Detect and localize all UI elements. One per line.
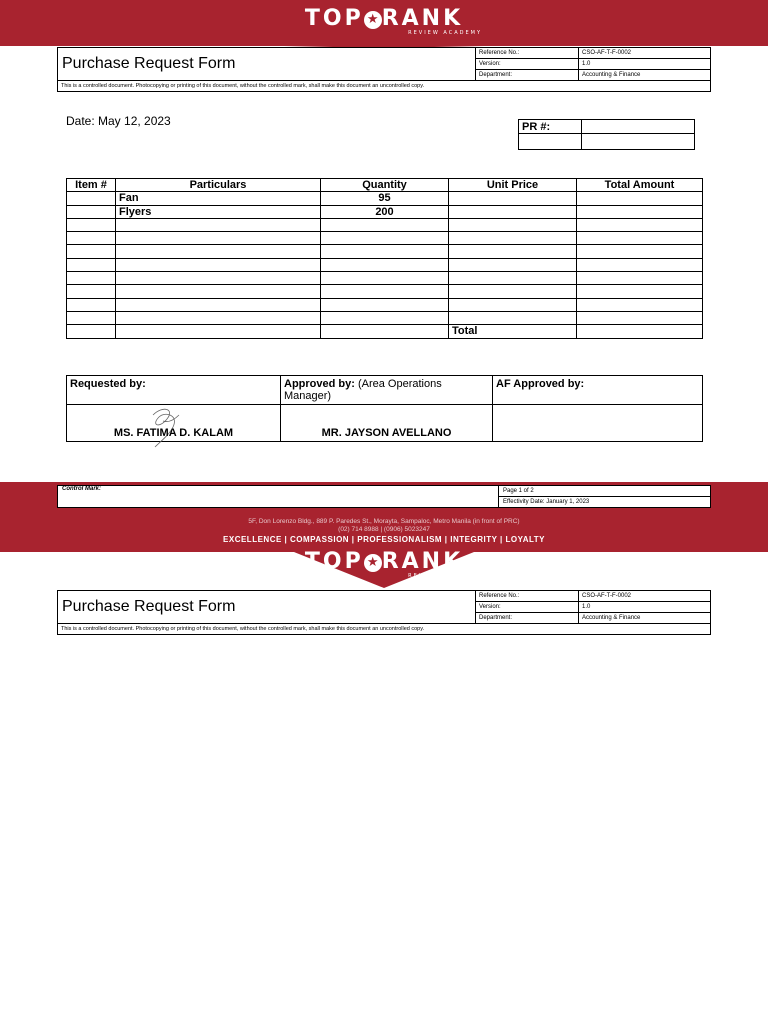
table-row xyxy=(67,298,703,311)
requested-by-label: Requested by: xyxy=(67,376,281,405)
ref-label: Reference No.: xyxy=(476,48,579,59)
document-header xyxy=(57,47,711,92)
page-title: Purchase Request Form xyxy=(58,591,476,624)
date-text: Date: May 12, 2023 xyxy=(66,114,171,128)
af-signature-cell xyxy=(493,405,703,442)
pr-number-field[interactable] xyxy=(582,120,695,134)
table-row xyxy=(67,192,703,205)
total-label: Total xyxy=(449,325,577,338)
effectivity-date: Effectivity Date: January 1, 2023 xyxy=(499,497,711,508)
col-quantity: Quantity xyxy=(321,179,449,192)
approved-by-note: (Area Operations Manager) xyxy=(284,378,442,402)
control-mark-label: Control Mark: xyxy=(58,486,499,508)
star-icon: ★ xyxy=(364,554,382,572)
cell-quantity: 200 xyxy=(321,205,449,218)
dept-value: Accounting & Finance xyxy=(579,70,711,81)
total-row xyxy=(67,325,703,338)
version-value: 1.0 xyxy=(579,59,711,70)
footer-values: EXCELLENCE | COMPASSION | PROFESSIONALISM | INTEGRITY | LOYALTY xyxy=(223,535,545,544)
page-title: Purchase Request Form xyxy=(58,48,476,81)
approver-name: MR. JAYSON AVELLANO xyxy=(321,427,452,439)
total-value xyxy=(577,325,703,338)
brand-logo: TOP ★ RANK REVIEW ACADEMY xyxy=(304,6,482,36)
footer-phone: (02) 714 8988 | (0906) 5023247 xyxy=(338,526,430,533)
table-row xyxy=(67,218,703,231)
ref-value: CSO-AF-T-F-0002 xyxy=(579,48,711,59)
table-row xyxy=(67,311,703,324)
table-row xyxy=(67,285,703,298)
version-label: Version: xyxy=(476,59,579,70)
requester-name: MS. FATIMA D. KALAM xyxy=(113,427,234,439)
table-row xyxy=(67,232,703,245)
star-icon: ★ xyxy=(364,11,382,29)
table-row xyxy=(67,272,703,285)
pr-number-table xyxy=(518,119,695,150)
col-total-amount: Total Amount xyxy=(577,179,703,192)
af-approved-label: AF Approved by: xyxy=(493,376,703,405)
approved-by-cell xyxy=(281,376,493,405)
col-item: Item # xyxy=(67,179,116,192)
col-particulars: Particulars xyxy=(116,179,321,192)
table-row xyxy=(67,205,703,218)
cell-particulars: Fan xyxy=(116,192,321,205)
items-table xyxy=(66,178,703,339)
controlled-notice: This is a controlled document. Photocopying or printing of this document, without the controlled mark, shall make this document an uncontrolled copy. xyxy=(57,624,711,635)
approvals-table xyxy=(66,375,703,442)
requester-signature-cell xyxy=(67,405,281,442)
col-unit-price: Unit Price xyxy=(449,179,577,192)
cell-quantity: 95 xyxy=(321,192,449,205)
footer-address: 5F, Don Lorenzo Bldg., 889 P. Paredes St., Morayta, Sampaloc, Metro Manila (in front of PRC) xyxy=(248,518,520,525)
cell-particulars: Flyers xyxy=(116,205,321,218)
table-row xyxy=(67,245,703,258)
pr-label: PR #: xyxy=(519,120,582,134)
controlled-notice: This is a controlled document. Photocopying or printing of this document, without the controlled mark, shall make this document an uncontrolled copy. xyxy=(57,81,711,92)
table-row xyxy=(67,258,703,271)
document-header-page2: Purchase Request Form Reference No.: CSO-AF-T-F-0002 Version: 1.0 Department: Accounting & Finance This is a controlled document. Photocopying or printing of this document, without the controlled mark, shall make this document an uncontrolled copy. xyxy=(57,590,711,635)
control-mark-table xyxy=(57,485,711,508)
brand-logo-page2: TOP ★ RANK REVIEW ACADEMY xyxy=(304,549,482,579)
approver-signature-cell xyxy=(281,405,493,442)
approved-by-label: Approved by: xyxy=(284,378,355,390)
page-number: Page 1 of 2 xyxy=(499,486,711,497)
dept-label: Department: xyxy=(476,70,579,81)
footer-address-block xyxy=(0,518,768,544)
